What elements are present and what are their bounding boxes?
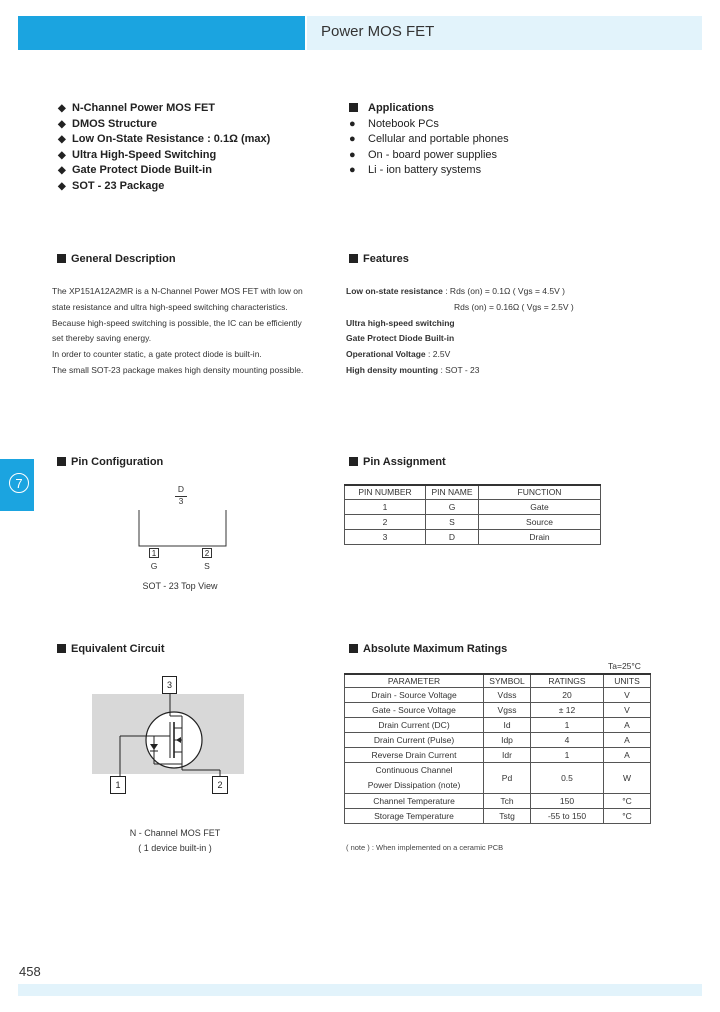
table-cell: Channel Temperature xyxy=(345,793,484,808)
pin-2-name: S xyxy=(204,561,210,571)
table-cell: Drain - Source Voltage xyxy=(345,687,484,702)
key-feature-item: ◆ SOT - 23 Package xyxy=(58,179,270,195)
absolute-maximum-ratings-heading: Absolute Maximum Ratings xyxy=(349,643,507,655)
square-bullet-icon xyxy=(57,644,66,653)
applications-list xyxy=(349,101,509,179)
table-header-cell: SYMBOL xyxy=(484,674,531,687)
table-row xyxy=(345,529,601,544)
diamond-bullet-icon: ◆ xyxy=(58,149,66,161)
page-number: 458 xyxy=(19,964,41,979)
feature-row: Rds (on) = 0.16Ω ( Vgs = 2.5V ) xyxy=(454,301,574,312)
diamond-bullet-icon: ◆ xyxy=(58,103,66,114)
table-cell: 0.5 xyxy=(531,762,604,793)
table-row xyxy=(345,793,651,808)
table-header-cell: FUNCTION xyxy=(479,485,601,499)
key-feature-item: ◆ Low On-State Resistance : 0.1Ω (max) xyxy=(58,132,270,148)
table-cell: 3 xyxy=(345,529,426,544)
description-line: set thereby saving energy. xyxy=(52,333,152,344)
table-cell: Tch xyxy=(484,793,531,808)
table-cell: °C xyxy=(604,793,651,808)
applications-title: Applications xyxy=(368,102,435,114)
circuit-pin-1: 1 xyxy=(110,776,126,794)
absolute-maximum-ratings-table xyxy=(344,673,651,824)
circle-bullet-icon: ● xyxy=(349,133,356,146)
table-cell: Drain Current (Pulse) xyxy=(345,732,484,747)
table-row xyxy=(345,717,651,732)
page-title: Power MOS FET xyxy=(321,23,435,40)
table-cell: Source xyxy=(479,514,601,529)
table-cell: Storage Temperature xyxy=(345,808,484,823)
table-cell: Continuous Channel Power Dissipation (note) xyxy=(345,762,484,793)
table-cell: Id xyxy=(484,717,531,732)
table-cell: W xyxy=(604,762,651,793)
table-cell: G xyxy=(426,499,479,514)
pin-1-box: 1 xyxy=(149,548,159,558)
table-header-cell: UNITS xyxy=(604,674,651,687)
table-cell: A xyxy=(604,732,651,747)
key-feature-item: ◆ Gate Protect Diode Built-in xyxy=(58,163,270,179)
table-cell: Vdss xyxy=(484,687,531,702)
header-accent-bar xyxy=(18,16,305,50)
pin-2-box: 2 xyxy=(202,548,212,558)
table-cell: 20 xyxy=(531,687,604,702)
circle-bullet-icon: ● xyxy=(349,117,356,130)
pin-1-name: G xyxy=(150,561,158,571)
table-cell: Idp xyxy=(484,732,531,747)
pin-top-number: 3 xyxy=(178,496,184,506)
table-row xyxy=(345,732,651,747)
sot23-package-diagram xyxy=(135,482,245,592)
pin-assignment-heading: Pin Assignment xyxy=(349,456,446,468)
package-outline xyxy=(135,502,230,552)
ratings-condition: Ta=25°C xyxy=(608,661,641,671)
description-line: The XP151A12A2MR is a N-Channel Power MOS FET with low on xyxy=(52,286,303,296)
table-row xyxy=(345,808,651,823)
equivalent-circuit-diagram xyxy=(92,672,252,802)
diamond-bullet-icon: ◆ xyxy=(58,118,66,130)
description-line: Because high-speed switching is possible, the IC can be efficiently xyxy=(52,317,302,328)
pin-configuration-caption: SOT - 23 Top View xyxy=(142,581,218,591)
pin-top-name: D xyxy=(177,484,185,494)
table-cell: Tstg xyxy=(484,808,531,823)
table-cell: V xyxy=(604,687,651,702)
circuit-caption-line2: ( 1 device built-in ) xyxy=(138,843,212,853)
description-line: The small SOT-23 package makes high density mounting possible. xyxy=(52,364,304,375)
diamond-bullet-icon: ◆ xyxy=(58,165,66,177)
table-header-cell: PIN NUMBER xyxy=(345,485,426,499)
table-cell: A xyxy=(604,747,651,762)
circuit-pin-3: 3 xyxy=(162,676,177,694)
feature-row: Gate Protect Diode Built-in xyxy=(346,333,455,344)
table-cell: ± 12 xyxy=(531,702,604,717)
table-header-cell: PIN NAME xyxy=(426,485,479,499)
table-row xyxy=(345,747,651,762)
table-cell: 4 xyxy=(531,732,604,747)
table-cell: Drain xyxy=(479,529,601,544)
table-cell: Gate - Source Voltage xyxy=(345,702,484,717)
table-cell: 2 xyxy=(345,514,426,529)
table-cell: °C xyxy=(604,808,651,823)
table-header-row xyxy=(345,674,651,687)
table-cell: -55 to 150 xyxy=(531,808,604,823)
table-header-row xyxy=(345,485,601,499)
ratings-note: ( note ) : When implemented on a ceramic PCB xyxy=(346,843,504,852)
table-row xyxy=(345,687,651,702)
square-bullet-icon xyxy=(349,254,358,263)
square-bullet-icon xyxy=(349,103,358,112)
square-bullet-icon xyxy=(349,457,358,466)
section-number-badge: 7 xyxy=(9,473,29,493)
application-item: ● Notebook PCs xyxy=(349,117,509,133)
pin-configuration-heading: Pin Configuration xyxy=(57,456,163,468)
diamond-bullet-icon: ◆ xyxy=(58,180,66,192)
footer-bar xyxy=(18,984,702,996)
table-cell: Drain Current (DC) xyxy=(345,717,484,732)
table-cell: Vgss xyxy=(484,702,531,717)
table-cell: V xyxy=(604,702,651,717)
description-line: In order to counter static, a gate protect diode is built-in. xyxy=(52,349,262,360)
diamond-bullet-icon: ◆ xyxy=(58,134,66,146)
table-cell: 150 xyxy=(531,793,604,808)
table-cell: 1 xyxy=(531,717,604,732)
table-row xyxy=(345,499,601,514)
table-row xyxy=(345,514,601,529)
circuit-pin-2: 2 xyxy=(212,776,228,794)
features-list xyxy=(346,284,574,379)
feature-row: Ultra high-speed switching xyxy=(346,317,455,328)
table-cell: 1 xyxy=(531,747,604,762)
key-features-list xyxy=(58,101,270,195)
feature-row: Low on-state resistance : Rds (on) = 0.1Ω ( Vgs = 4.5V ) xyxy=(346,286,565,296)
key-feature-item: ◆ DMOS Structure xyxy=(58,117,270,133)
application-item: ● Li - ion battery systems xyxy=(349,163,509,179)
table-cell: Reverse Drain Current xyxy=(345,747,484,762)
equivalent-circuit-heading: Equivalent Circuit xyxy=(57,643,165,655)
square-bullet-icon xyxy=(57,254,66,263)
table-cell: Gate xyxy=(479,499,601,514)
general-description-text xyxy=(52,284,332,379)
table-cell: Idr xyxy=(484,747,531,762)
description-line: state resistance and ultra high-speed switching characteristics. xyxy=(52,301,288,312)
application-item: ● On - board power supplies xyxy=(349,148,509,164)
feature-row: Operational Voltage : 2.5V xyxy=(346,349,451,360)
table-cell: S xyxy=(426,514,479,529)
table-row xyxy=(345,762,651,793)
pin-assignment-table xyxy=(344,484,601,545)
square-bullet-icon xyxy=(57,457,66,466)
features-heading: Features xyxy=(349,253,409,265)
key-feature-item: ◆ N-Channel Power MOS FET xyxy=(58,101,270,117)
table-cell: 1 xyxy=(345,499,426,514)
table-row xyxy=(345,702,651,717)
application-item: ● Cellular and portable phones xyxy=(349,132,509,148)
circle-bullet-icon: ● xyxy=(349,148,356,161)
table-cell: Pd xyxy=(484,762,531,793)
feature-row: High density mounting : SOT - 23 xyxy=(346,364,480,375)
general-description-heading: General Description xyxy=(57,253,176,265)
table-cell: D xyxy=(426,529,479,544)
circle-bullet-icon: ● xyxy=(349,164,356,177)
table-header-cell: PARAMETER xyxy=(345,674,484,687)
circuit-caption-line1: N - Channel MOS FET xyxy=(129,828,221,838)
table-header-cell: RATINGS xyxy=(531,674,604,687)
key-feature-item: ◆ Ultra High-Speed Switching xyxy=(58,148,270,164)
square-bullet-icon xyxy=(349,644,358,653)
table-cell: A xyxy=(604,717,651,732)
